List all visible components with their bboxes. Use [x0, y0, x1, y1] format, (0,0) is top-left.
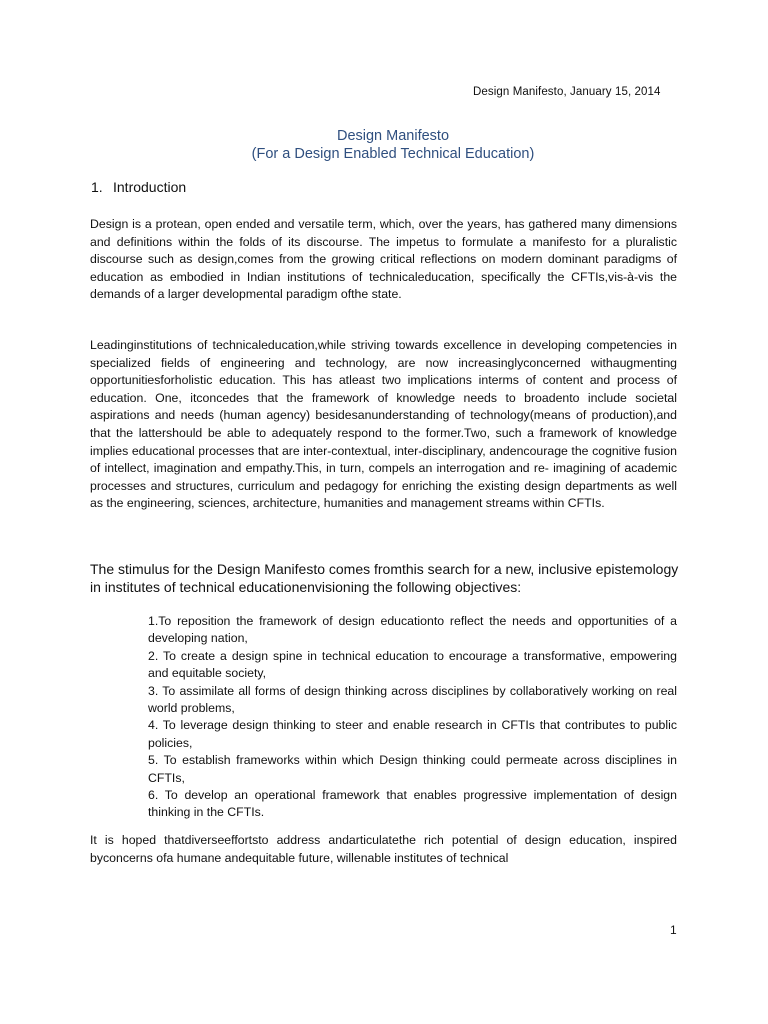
page-number: 1: [670, 923, 677, 937]
paragraph-closing: It is hoped thatdiverseeffortsto address andarticulatethe rich potential of design education, inspired byconcerns ofa humane andequitable future, willenable institutes of technical: [90, 833, 677, 865]
objective-item: 5. To establish frameworks within which Design thinking could permeate across disciplines in CFTIs,: [148, 753, 677, 785]
objective-item: 1.To reposition the framework of design educationto reflect the needs and opportunities of a developing nation,: [148, 614, 677, 646]
paragraph-stimulus: The stimulus for the Design Manifesto comes fromthis search for a new, inclusive epistemology in institutes of technical educationenvisioning the following objectives:: [90, 561, 679, 595]
objective-item: 3. To assimilate all forms of design thinking across disciplines by collaboratively working on real world problems,: [148, 683, 677, 716]
paragraph-intro: Design is a protean, open ended and versatile term, which, over the years, has gathered many dimensions and definitions within the folds of its discourse. The impetus to formulate a manifesto for a pluralistic discourse such as design,comes from the growing critical reflections on modern dominant paradigms of education as embodied in Indian institutions of technicaleducation, specifically the CFTIs,vis-à-vis the demands of a larger developmental paradigm ofthe state.: [90, 217, 677, 302]
section-title: Introduction: [113, 179, 187, 195]
document-title-block: [0, 127, 768, 163]
objective-item: 2. To create a design spine in technical education to encourage a transformative, empowering and equitable society,: [148, 648, 677, 681]
paragraph-institutions: Leadinginstitutions of technicaleducation,while striving towards excellence in developing competencies in specialized fields of engineering and technology, are now increasinglyconcerned withaugmenting opportunitiesforholistic education. This has atleast two implications interms of content and process of education. One, itconcedes that the framework of knowledge needs to broadento include societal aspirations and needs (human agency) besidesanunderstanding of technology(means of production),and that the lattershould be able to adequately respond to the former.Two, such a framework of knowledge implies educational processes that are inter-contextual, inter-disciplinary, andencourage the cognitive fusion of intellect, imagination and empathy.This, in turn, compels an interrogation and re- imagining of academic processes and structures, curriculum and pedagogy for enriching the existing design departments as well as the engineering, sciences, architecture, humanities and management streams within CFTIs.: [90, 338, 677, 511]
document-title: Design Manifesto: [336, 128, 450, 144]
section-heading-introduction: [91, 179, 186, 195]
objectives-list: [148, 613, 677, 822]
document-date-header: Design Manifesto, January 15, 2014: [473, 86, 661, 98]
document-subtitle: (For a Design Enabled Technical Education): [251, 146, 535, 162]
objective-item: 6. To develop an operational framework that enables progressive implementation of design thinking in the CFTIs.: [148, 788, 677, 820]
section-number: 1.: [91, 179, 103, 195]
objective-item: 4. To leverage design thinking to steer and enable research in CFTIs that contributes to public policies,: [148, 718, 677, 750]
